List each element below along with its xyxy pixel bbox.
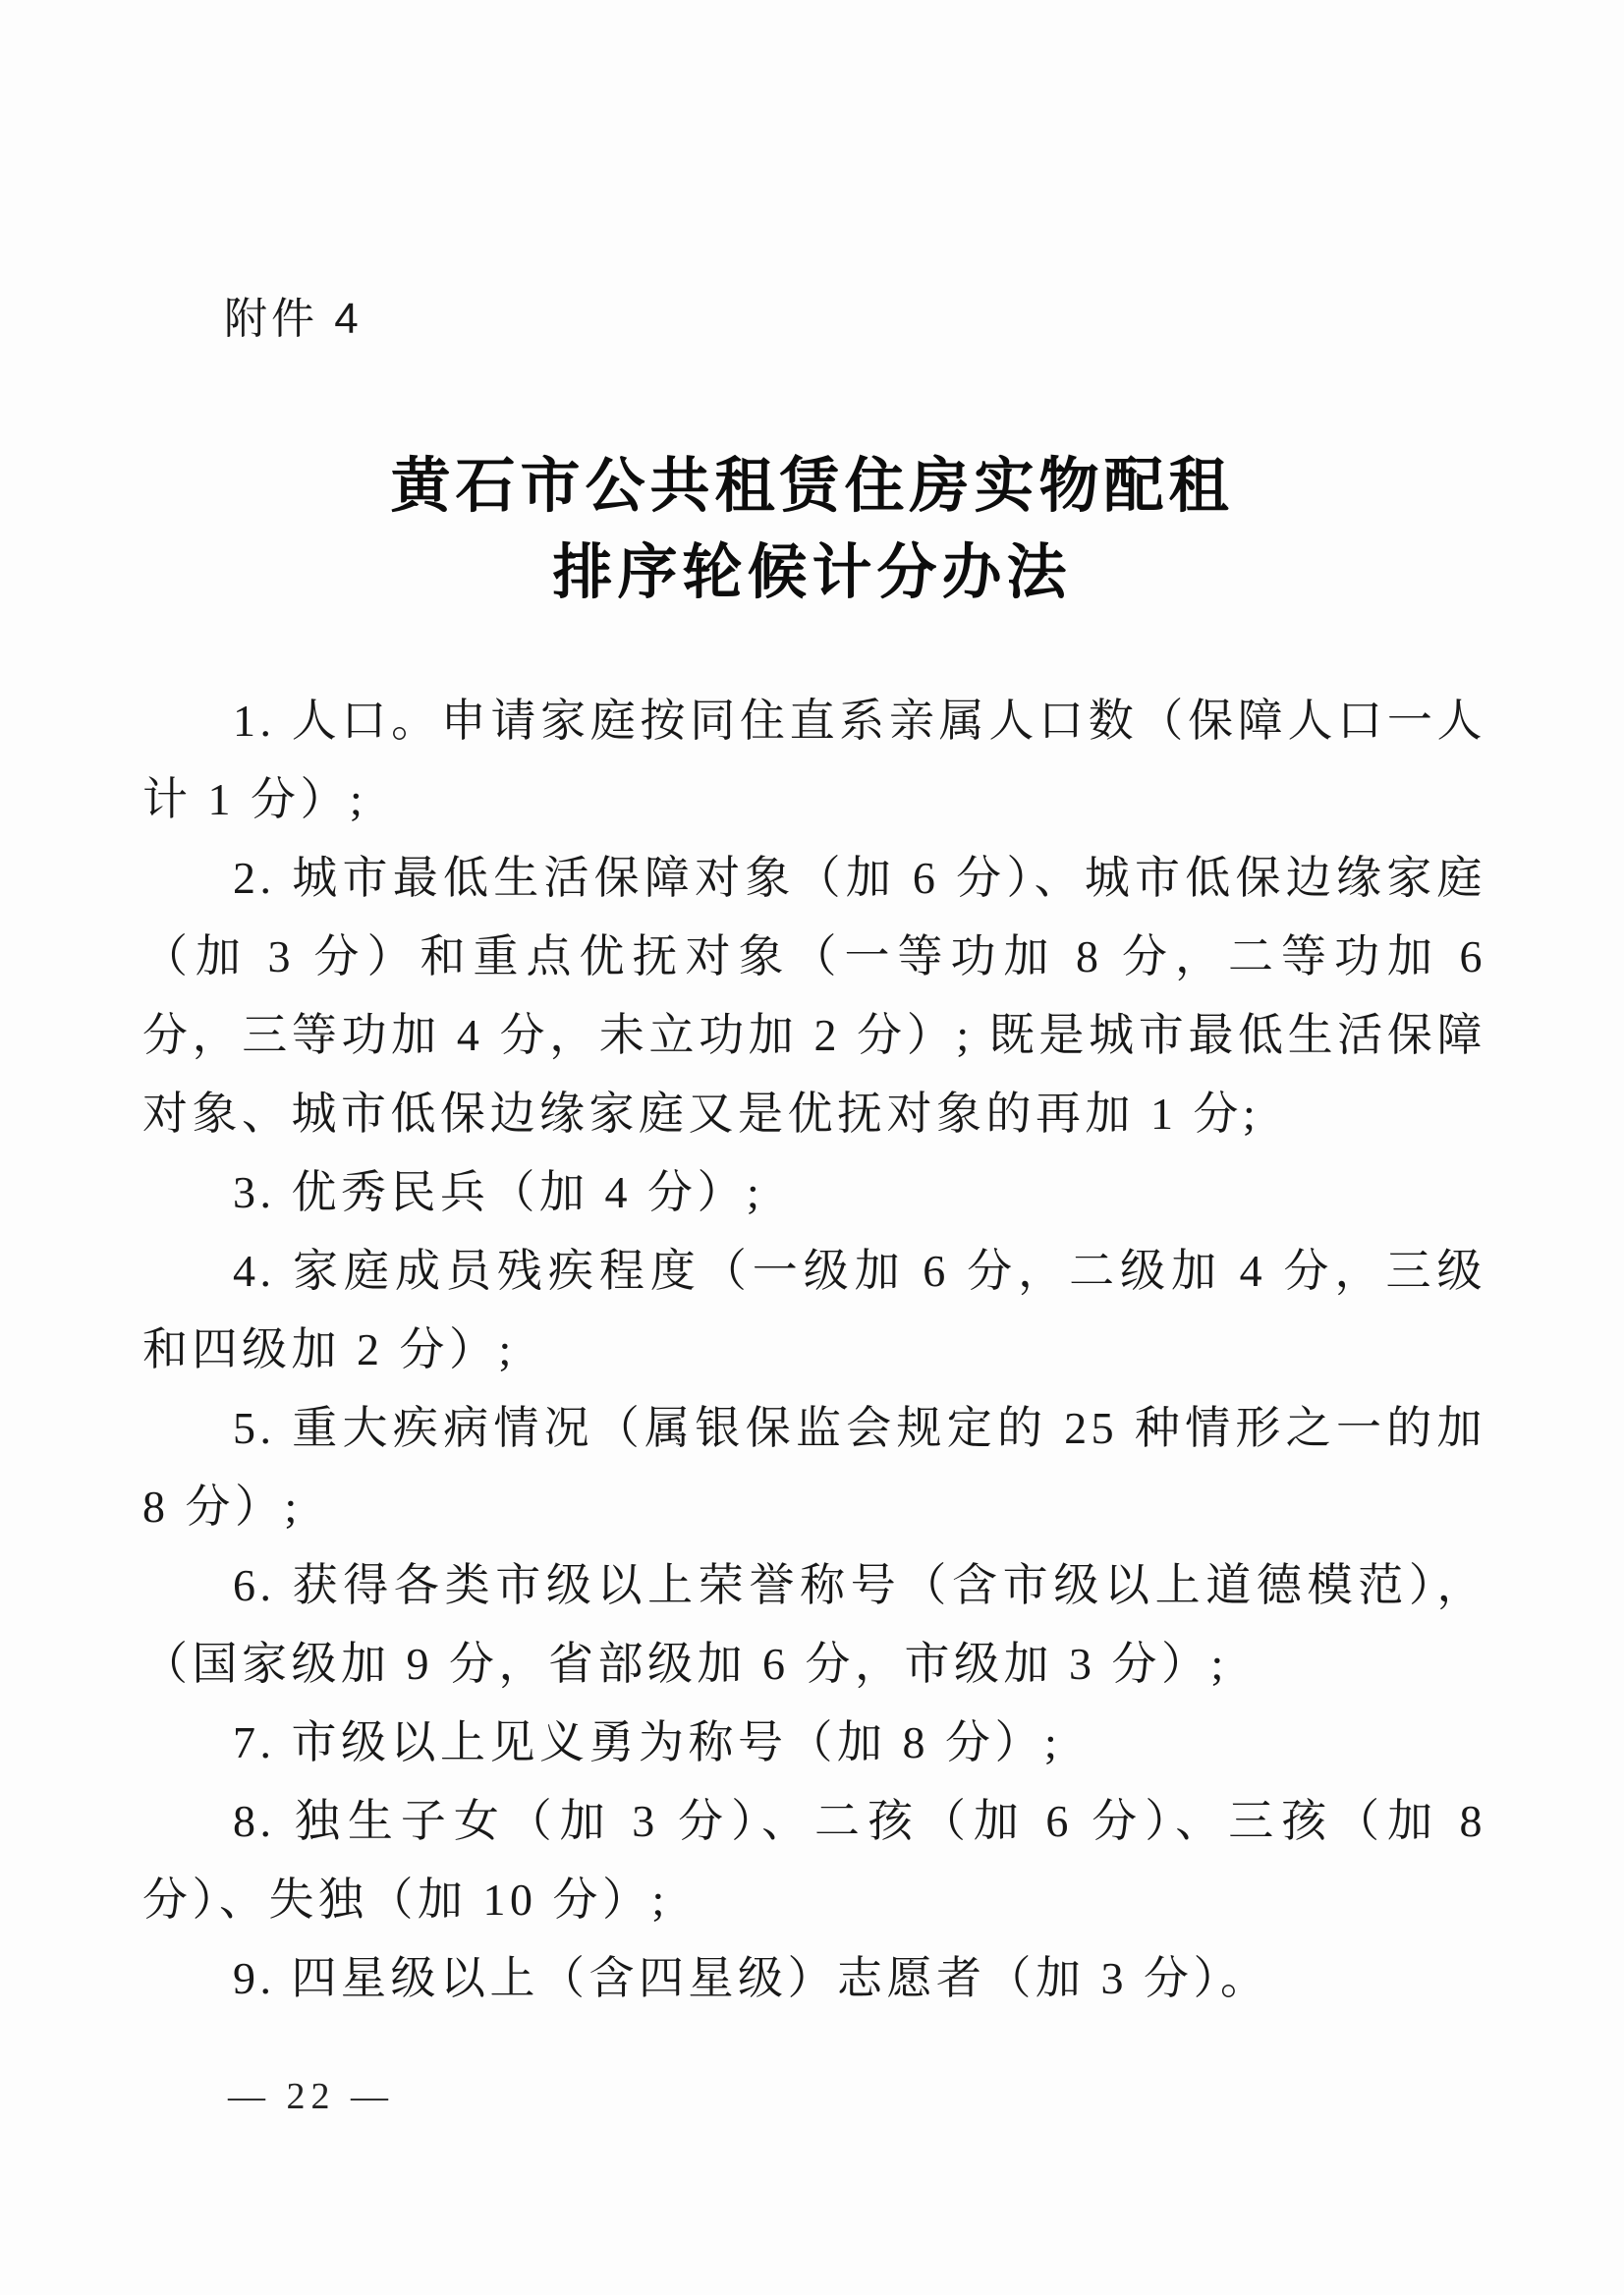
paragraph-4: 4. 家庭成员残疾程度（一级加 6 分，二级加 4 分，三级和四级加 2 分）; xyxy=(142,1246,1486,1374)
document-title-line-1: 黄石市公共租赁住房实物配租 xyxy=(390,454,1234,520)
paragraph-5: 5. 重大疾病情况（属银保监会规定的 25 种情形之一的加 8 分）; xyxy=(142,1403,1486,1532)
paragraph-8: 8. 独生子女（加 3 分）、二孩（加 6 分）、三孩（加 8 分）、失独（加 10 分）; xyxy=(142,1796,1486,1925)
paragraph-9: 9. 四星级以上（含四星级）志愿者（加 3 分）。 xyxy=(233,1953,1270,2003)
paragraph-1: 1. 人口。申请家庭按同住直系亲属人口数（保障人口一人计 1 分）; xyxy=(142,696,1486,824)
attachment-label: 附件 4 xyxy=(224,295,363,343)
paragraph-3: 3. 优秀民兵（加 4 分）; xyxy=(233,1167,764,1217)
paragraph-2: 2. 城市最低生活保障对象（加 6 分）、城市低保边缘家庭（加 3 分）和重点优抚对象（一等功加 8 分，二等功加 6 分，三等功加 4 分，未立功加 2 分）; 既是城市最低生活保障对象、城市低保边缘家庭又是优抚对象的再加 1 分; xyxy=(142,853,1486,1139)
paragraph-7: 7. 市级以上见义勇为称号（加 8 分）; xyxy=(233,1717,1062,1767)
document-title xyxy=(0,444,1624,617)
page-number: — 22 — xyxy=(228,2076,394,2117)
document-title-line-2: 排序轮候计分办法 xyxy=(552,540,1072,606)
paragraph-6: 6. 获得各类市级以上荣誉称号（含市级以上道德模范），（国家级加 9 分，省部级加 6 分，市级加 3 分）; xyxy=(142,1560,1487,1689)
document-body xyxy=(142,682,1486,2018)
